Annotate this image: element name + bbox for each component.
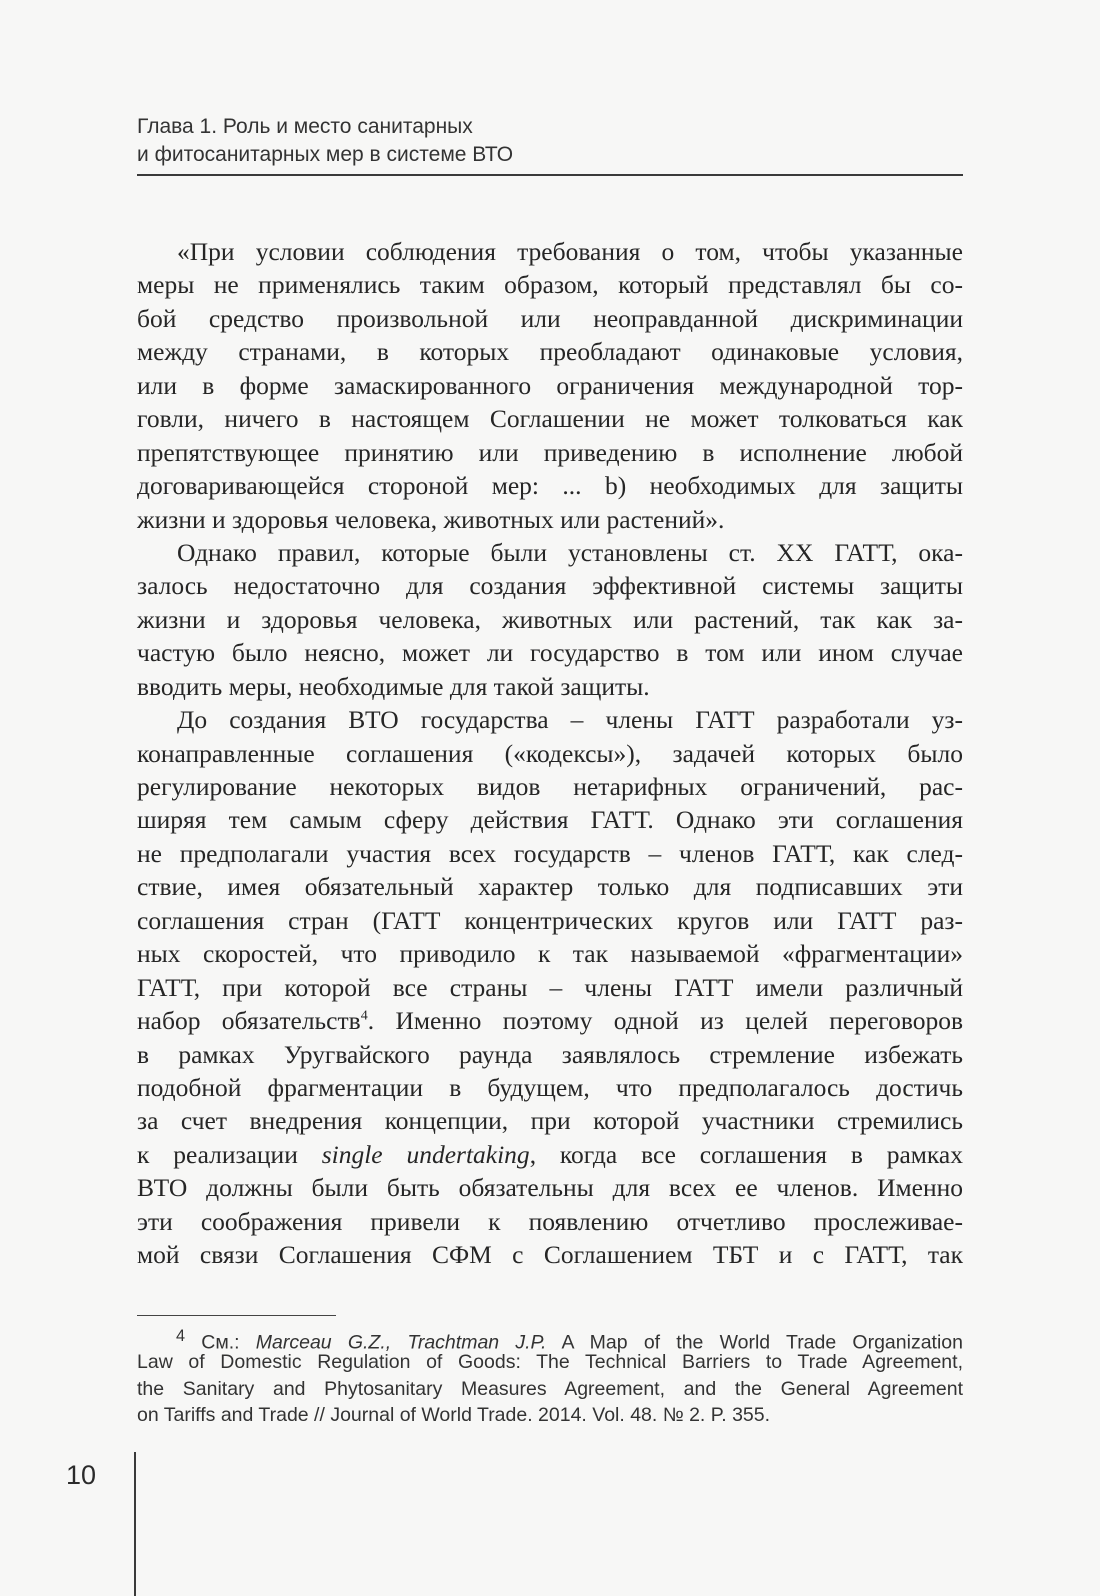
footnote-line: on Tariffs and Trade // Journal of World Trade. 2014. Vol. 48. № 2. P. 355.: [137, 1403, 771, 1426]
text-line: бой средство произвольной или неоправданной дискриминации: [137, 303, 963, 333]
header-rule: [137, 174, 963, 176]
margin-rule: [134, 1452, 136, 1596]
main-text: [137, 235, 963, 1272]
text-segment: к реализации: [137, 1139, 322, 1169]
footnote-separator: [137, 1315, 336, 1316]
text-line-with-italic: [137, 1138, 963, 1171]
footnote-number: 4: [176, 1327, 186, 1345]
text-line: ВТО должны были быть обязательны для всех ее членов. Именно: [137, 1173, 963, 1203]
text-line: вводить меры, необходимые для такой защиты.: [137, 671, 650, 701]
footnote-title-start: A Map of the World Trade Organization: [546, 1331, 963, 1354]
page-number: 10: [66, 1460, 97, 1490]
text-line: за счет внедрения концепции, при которой участники стремились: [137, 1106, 963, 1136]
footnote-authors: Marceau G.Z., Trachtman J.P.: [255, 1331, 547, 1354]
text-line: ных скоростей, что приводило к так называемой «фрагментации»: [137, 939, 963, 969]
text-line: в рамках Уругвайского раунда заявлялось стремление избежать: [137, 1039, 963, 1069]
text-segment: , когда все соглашения в рамках: [529, 1139, 964, 1169]
text-line: говли, ничего в настоящем Соглашении не может толковаться как: [137, 404, 963, 434]
text-line: договаривающейся стороной мер: ... b) необходимых для защиты: [137, 471, 963, 501]
running-header-line-1: Глава 1. Роль и место санитарных: [137, 115, 473, 138]
text-line: подобной фрагментации в будущем, что предполагалось достичь: [137, 1072, 963, 1102]
text-line: мой связи Соглашения СФМ с Соглашением ТБТ и с ГАТТ, так: [137, 1240, 963, 1270]
text-line: До создания ВТО государства – члены ГАТТ разработали уз-: [177, 705, 963, 735]
text-line: препятствующее принятию или приведению в исполнение любой: [137, 437, 963, 467]
footnote: [137, 1323, 963, 1428]
text-line-with-footnote: [137, 1004, 963, 1037]
text-line: или в форме замаскированного ограничения международной тор-: [137, 370, 963, 400]
text-line: «При условии соблюдения требования о том, чтобы указанные: [177, 237, 963, 266]
text-line: ширяя тем самым сферу действия ГАТТ. Однако эти соглашения: [137, 805, 963, 835]
text-line: меры не применялись таким образом, который представлял бы со-: [137, 270, 963, 300]
text-line: между странами, в которых преобладают одинаковые условия,: [137, 337, 963, 367]
italic-term: single undertaking: [321, 1139, 530, 1169]
running-header-line-2: и фитосанитарных мер в системе ВТО: [137, 143, 514, 166]
text-line: регулирование некоторых видов нетарифных ограничений, рас-: [137, 772, 963, 801]
running-header: [137, 113, 962, 169]
text-line: частую было неясно, может ли государство в том или ином случае: [137, 638, 963, 668]
text-line: жизни и здоровья человека, животных или растений».: [137, 504, 725, 534]
footnote-line: the Sanitary and Phytosanitary Measures Agreement, and the General Agreement: [137, 1377, 963, 1400]
footnote-reference[interactable]: 4: [360, 1008, 368, 1024]
text-line: жизни и здоровья человека, животных или растений, так как за-: [137, 604, 963, 634]
text-line: Однако правил, которые были установлены ст. XX ГАТТ, ока-: [177, 537, 963, 567]
text-line: залось недостаточно для создания эффективной системы защиты: [137, 571, 963, 601]
text-segment: . Именно поэтому одной из целей переговоров: [367, 1006, 963, 1036]
text-line: не предполагали участия всех государств – членов ГАТТ, как след-: [137, 838, 963, 868]
text-line: эти соображения привели к появлению отчетливо прослеживае-: [137, 1206, 963, 1236]
text-line: конаправленные соглашения («кодексы»), задачей которых было: [137, 738, 963, 768]
text-line: ствие, имея обязательный характер только для подписавших эти: [137, 872, 963, 902]
text-segment: набор обязательств: [137, 1006, 361, 1036]
footnote-prefix: См.:: [185, 1331, 256, 1354]
text-line: соглашения стран (ГАТТ концентрических кругов или ГАТТ раз-: [137, 905, 963, 935]
footnote-line: Law of Domestic Regulation of Goods: The Technical Barriers to Trade Agreement,: [137, 1351, 963, 1374]
text-line: ГАТТ, при которой все страны – члены ГАТТ имели различный: [137, 972, 963, 1002]
footnote-line: [137, 1323, 963, 1354]
